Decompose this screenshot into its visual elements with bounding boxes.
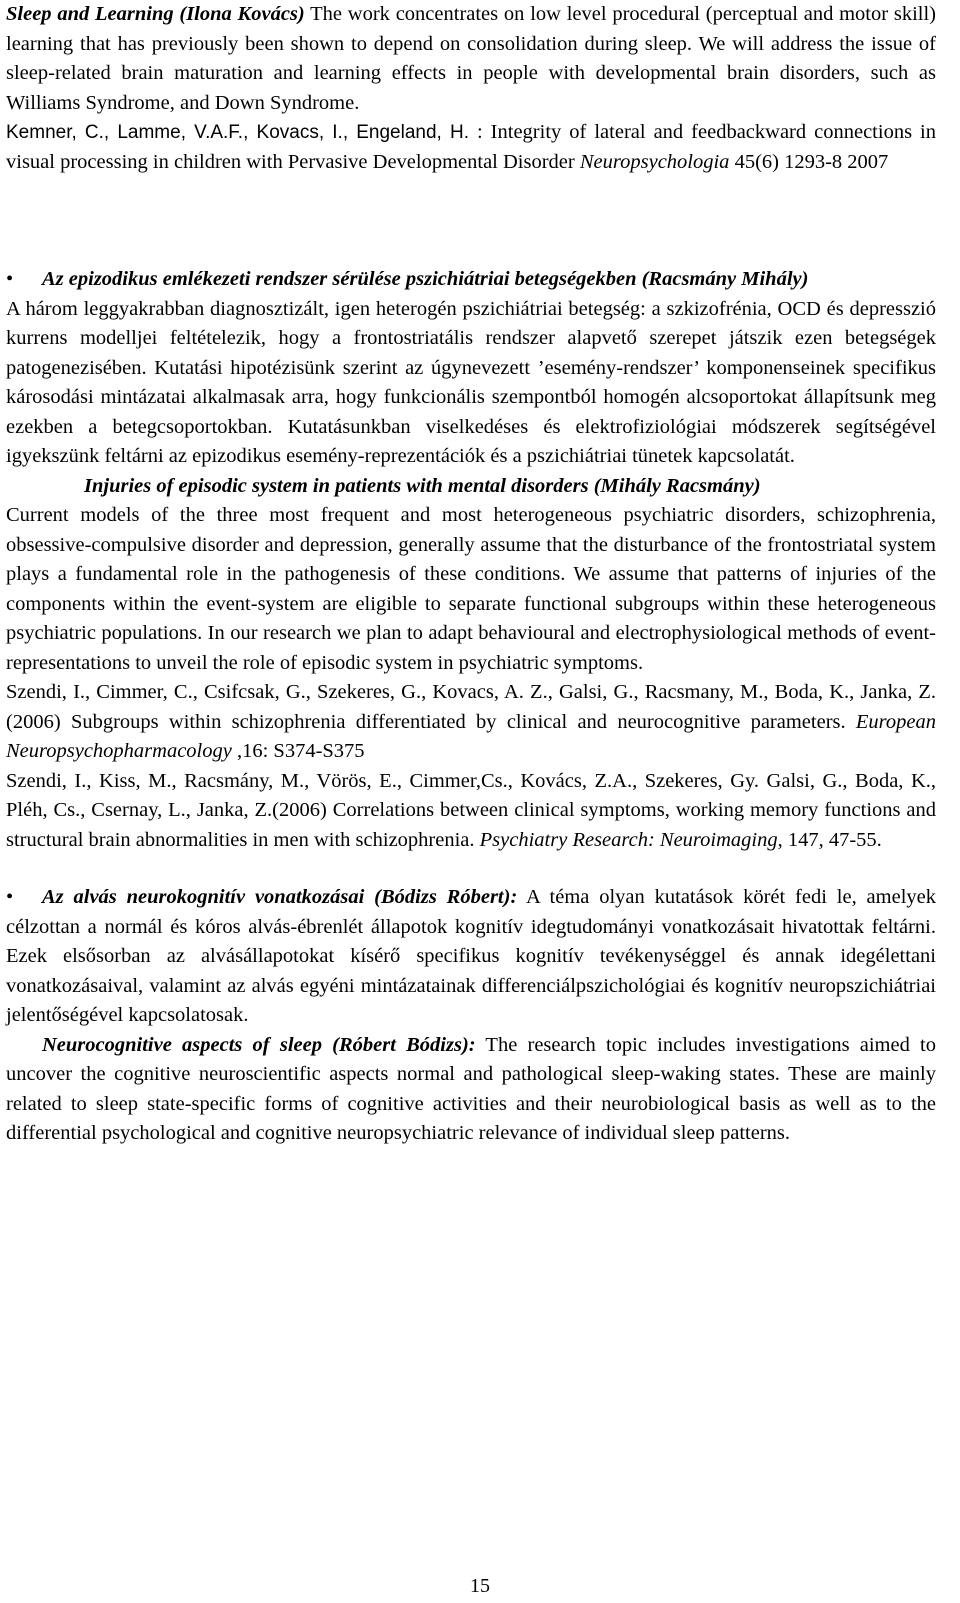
reference-text: Szendi, I., Cimmer, C., Csifcsak, G., Szekeres, G., Kovacs, A. Z., Galsi, G., Racsmany, M., Boda, K., Janka, Z. (2006) Subgroups within schizophrenia differentiated by clinical and neurocognitive parameters. xyxy=(6,681,936,733)
reference-journal: European Neuropsychopharmacology xyxy=(6,710,936,762)
bullet-icon: • xyxy=(6,268,14,290)
episodic-hu-heading xyxy=(6,265,936,295)
reference-text: Szendi, I., Kiss, M., Racsmány, M., Vörös, E., Cimmer,Cs., Kovács, Z.A., Szekeres, Gy. Galsi, G., Boda, K., Pléh, Cs., Csernay, L., Janka, Z.(2006) Correlations between clinical symptoms, working memory functions and structural brain abnormalities in men with schizophrenia. xyxy=(6,769,936,851)
reference-tail: , 147, 47-55. xyxy=(777,828,882,851)
reference-tail: 45(6) 1293-8 2007 xyxy=(729,150,889,173)
reference-tail: ,16: S374-S375 xyxy=(231,740,365,762)
sleep-hu-paragraph xyxy=(6,883,936,1031)
section-text: A téma olyan kutatások körét fedi le, amelyek célzottan a normál és kóros alvás-ébrenlét állapotok kognitív idegtudományi vonatkozásait hivatottak feltárni. Ezek elsősorban az alvásállapotokat kísérő specifikus kognitív tevékenységgel és annak idegélettani vonatkozásaival, valamint az alvás egyéni mintázatainak differenciálpszichológiai és kognitív neuropszichiátriai jelentőségével kapcsolatosak. xyxy=(6,886,936,1026)
reference-journal: Psychiatry Research: Neuroimaging xyxy=(479,828,778,851)
section-title: Az alvás neurokognitív vonatkozásai (Bódizs Róbert): xyxy=(42,886,518,908)
section-title: Az epizodikus emlékezeti rendszer sérülése pszichiátriai betegségekben (Racsmány Mihály) xyxy=(42,268,809,290)
sleep-en-paragraph xyxy=(6,1031,936,1149)
episodic-hu-text: A három leggyakrabban diagnosztizált, igen heterogén pszichiátriai betegség: a szkizofrénia, OCD és depresszió kurrens modelljei feltételezik, hogy a frontostriatális rendszer alapvető szerepet játszik ezen betegségek patogenezisében. Kutatási hipotézisünk szerint az úgynevezett ’esemény-rendszer’ komponenseinek specifikus károsodási mintázatai alkalmasak arra, hogy funkcionális szempontból homogén alcsoportokat állapítsunk meg ezekben a betegcsoportokban. Kutatásunkban viselkedéses és elektrofiziológiai módszerek segítségével igyekszünk feltárni az epizodikus esemény-reprezentációk és a pszichiátriai tünetek kapcsolatát. xyxy=(6,297,936,467)
reference-entry xyxy=(6,767,936,856)
reference-entry xyxy=(6,678,936,767)
section-text: The research topic includes investigations aimed to uncover the cognitive neuroscientific aspects normal and pathological sleep-waking states. These are mainly related to sleep state-specific forms of cognitive activities and their neurobiological basis as well as to the differential psychological and cognitive neuropsychiatric relevance of individual sleep patterns. xyxy=(6,1033,936,1144)
sleep-learning-paragraph xyxy=(6,0,936,118)
document-page xyxy=(6,0,936,1149)
spacer xyxy=(6,177,936,265)
section-title: Neurocognitive aspects of sleep (Róbert Bódizs): xyxy=(42,1033,476,1056)
reference-journal: Neuropsychologia xyxy=(579,150,730,173)
page-number: 15 xyxy=(470,1575,490,1597)
episodic-en-text: Current models of the three most frequent and most heterogeneous psychiatric disorders, schizophrenia, obsessive-compulsive disorder and depression, generally assume that the disturbance of the frontostriatal system plays a fundamental role in the pathogenesis of these conditions. We assume that patterns of injuries of the components within the event-system are eligible to separate functional subgroups within these heterogeneous psychiatric populations. In our research we plan to adapt behavioural and electrophysiological methods of event-representations to unveil the role of episodic system in psychiatric symptoms. xyxy=(6,504,936,674)
episodic-en-heading xyxy=(6,472,936,502)
spacer xyxy=(6,855,936,883)
section-title: Injuries of episodic system in patients with mental disorders (Mihály Racsmány) xyxy=(84,474,761,497)
section-text: The work concentrates on low level procedural (perceptual and motor skill) learning that has previously been shown to depend on consolidation during sleep. We will address the issue of sleep-related brain maturation and learning effects in people with developmental brain disorders, such as Williams Syndrome, and Down Syndrome. xyxy=(6,3,936,114)
bullet-icon: • xyxy=(6,886,14,908)
section-title: Sleep and Learning (Ilona Kovács) xyxy=(6,3,305,25)
reference-authors: Kemner, C., Lamme, V.A.F., Kovacs, I., Engeland, H. xyxy=(6,122,469,143)
reference-entry xyxy=(6,118,936,177)
reference-text: : Integrity of lateral and feedbackward connections in visual processing in children with Pervasive Developmental Disorder xyxy=(6,121,936,173)
